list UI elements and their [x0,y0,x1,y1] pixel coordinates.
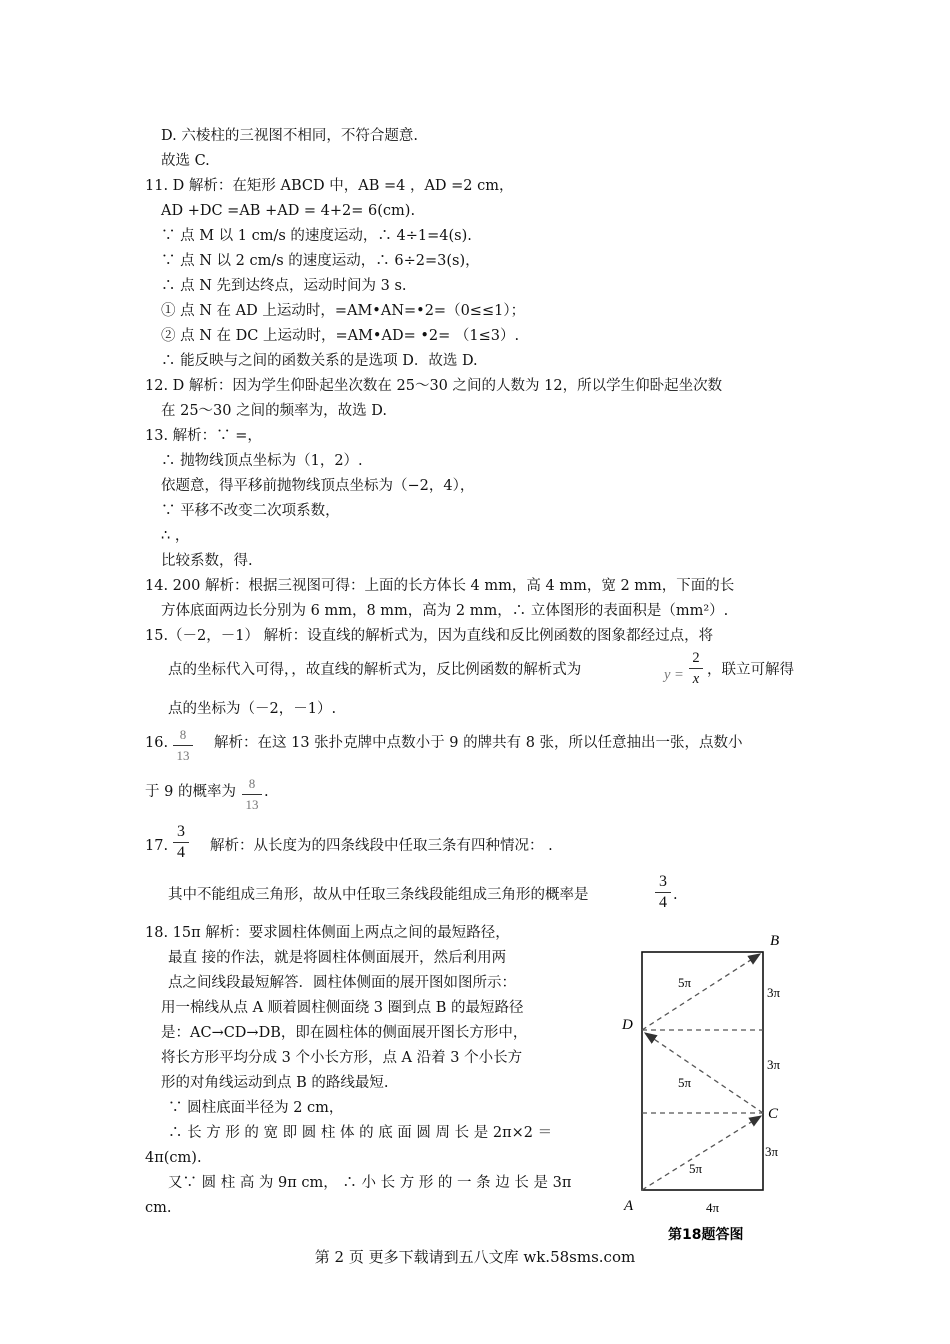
label-side: 3π [767,1057,781,1072]
text-line: 在 25～30 之间的频率为，故选 D. [161,403,387,419]
text-line: 最直 接的作法，就是将圆柱体侧面展开，然后利用两 [168,950,507,966]
text-line: ，联立可解得 [707,662,794,678]
text-line: 13. 解析：∵ =， [145,428,262,444]
text-line: 将长方形平均分成 3 个小长方形，点 A 沿着 3 个小长方 [161,1050,523,1066]
figure-rectangle [642,952,763,1190]
label-d: D [622,1017,633,1033]
text-line: 又∵ 圆 柱 高 为 9π cm， ∴ 小 长 方 形 的 一 条 边 长 是 3π [168,1175,572,1191]
text-line: D. 六棱柱的三视图不相同，不符合题意. [161,128,418,144]
label-bottom: 4π [706,1200,720,1215]
label-seg: 5π [678,975,692,990]
text-line: 形的对角线运动到点 B 的路线最短. [161,1075,389,1091]
text-line: . [264,784,269,800]
text-line: ② 点 N 在 DC 上运动时，=AM•AD= •2= （1≤3）. [161,328,520,344]
text-line: 17. [145,838,169,854]
label-b: B [770,933,780,949]
text-line: 方体底面两边长分别为 6 mm，8 mm，高为 2 mm，∴ 立体图形的表面积是（mm²）. [161,603,729,619]
text-line: ∴ 点 N 先到达终点，运动时间为 3 s. [161,278,407,294]
text-line: 故选 C. [161,153,210,169]
text-line: 解析：在这 13 张扑克牌中点数小于 9 的牌共有 8 张，所以任意抽出一张，点数小 [214,735,743,751]
label-a: A [624,1198,634,1214]
text-line: . [673,887,678,903]
text-line: 是：AC→CD→DB，即在圆柱体的侧面展开图长方形中， [161,1025,528,1041]
label-seg: 5π [689,1161,703,1176]
text-line: ∴ 长 方 形 的 宽 即 圆 柱 体 的 底 面 圆 周 长 是 2π×2 ＝ [168,1125,553,1141]
label-side: 3π [765,1144,779,1159]
path-db-arrow [642,954,760,1030]
text-line: 4π(cm). [145,1150,202,1166]
text-line: ① 点 N 在 AD 上运动时，=AM•AN=•2=（0≤≤1）； [161,303,526,319]
page-footer: 第 2 页 更多下载请到五八文库 wk.58sms.com [314,1248,636,1266]
text-line: 其中不能组成三角形，故从中任取三条线段能组成三角形的概率是 [168,887,589,903]
label-side: 3π [767,985,781,1000]
label-c: C [768,1106,779,1122]
text-line: 用一棉线从点 A 顺着圆柱侧面绕 3 圈到点 B 的最短路径 [161,1000,524,1016]
path-cd-arrow [645,1033,763,1113]
formula-y: y = [664,667,684,683]
text-line: 16. [145,735,169,751]
text-line: 18. 15π 解析：要求圆柱体侧面上两点之间的最短路径， [145,925,510,941]
path-ac-arrow [642,1116,761,1190]
text-line: 比较系数，得. [161,553,253,569]
text-line: 点的坐标代入可得，，故直线的解析式为，反比例函数的解析式为 [168,662,582,678]
text-line: ∴ 抛物线顶点坐标为（1，2）. [161,453,363,469]
text-line: ∵ 点 N 以 2 cm/s 的速度运动，∴ 6÷2=3(s)， [161,253,480,269]
fraction-8-13: 8 13 [242,775,262,814]
text-line: 15.（－2，－1） 解析：设直线的解析式为，因为直线和反比例函数的图象都经过点，将 [145,628,714,644]
fraction-8-13: 8 13 [173,726,193,765]
text-line: 点之间线段最短解答．圆柱体侧面的展开图如图所示： [168,975,516,991]
label-seg: 5π [678,1075,692,1090]
text-line: ∵ 平移不改变二次项系数， [161,503,340,519]
fraction-2-over-x: 2 x [689,649,703,688]
text-line: 14. 200 解析：根据三视图可得：上面的长方体长 4 mm，高 4 mm，宽 2 mm，下面的长 [145,578,735,594]
text-line: 12. D 解析：因为学生仰卧起坐次数在 25～30 之间的人数为 12，所以学生仰卧起坐次数 [145,378,723,394]
figure-caption: 第18题答图 [668,1227,744,1243]
text-line: 11. D 解析：在矩形 ABCD 中，AB =4 ，AD =2 cm， [145,178,514,194]
fraction-3-4: 3 4 [655,873,671,912]
text-line: 解析：从长度为的四条线段中任取三条有四种情况： . [210,838,553,854]
text-line: 于 9 的概率为 [145,784,236,800]
text-line: ∴ 能反映与之间的函数关系的是选项 D．故选 D. [161,353,478,369]
text-line: 依题意，得平移前抛物线顶点坐标为（−2，4）， [161,478,475,494]
cylinder-unfolded-figure [610,925,810,1245]
text-line: AD +DC =AB +AD = 4+2= 6(cm). [161,203,416,219]
fraction-3-4: 3 4 [173,823,189,862]
text-line: ∴ ， [161,528,190,544]
text-line: ∵ 圆柱底面半径为 2 cm， [168,1100,344,1116]
text-line: ∵ 点 M 以 1 cm/s 的速度运动，∴ 4÷1=4(s). [161,228,472,244]
text-line: 点的坐标为（－2，－1）. [168,701,337,717]
text-line: cm. [145,1200,172,1216]
